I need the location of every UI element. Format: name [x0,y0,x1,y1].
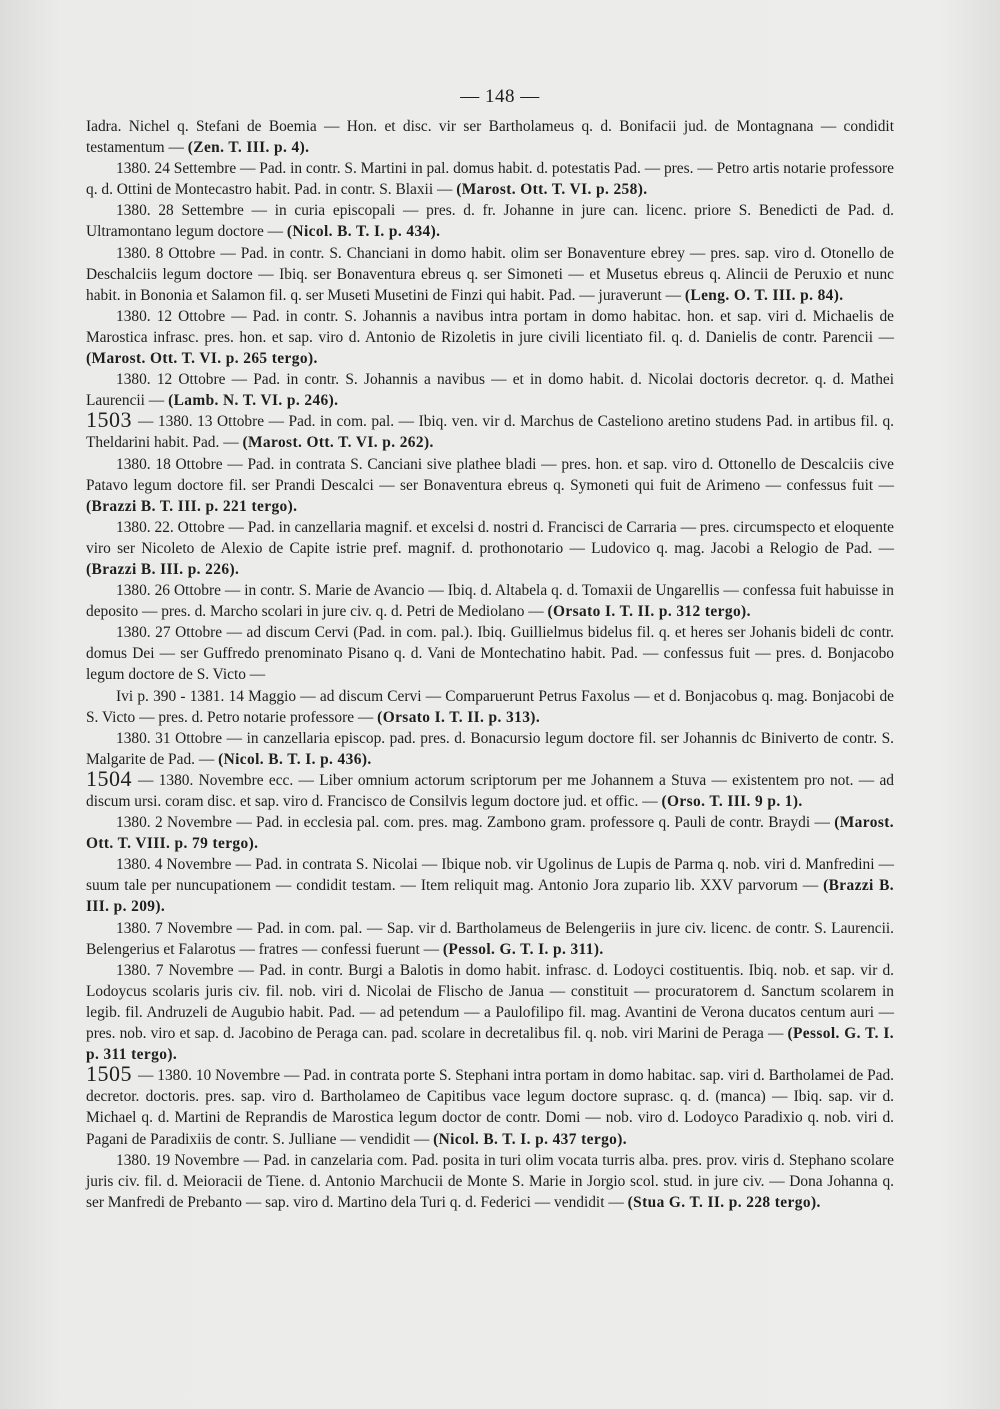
entry-text: 1380. 27 Ottobre — ad discum Cervi (Pad. in com. pal.). Ibiq. Guillielmus bidelus fil. q. et heres ser Johanis bideli dc contr. domus Dei — ser Guffredo prenominato Pisano q. d. Vani de Montechatino habit. Pad. — confessus fuit — pres. d. Bonjacobo legum doctore de S. Victo — [86,624,894,684]
document-number: 1504 [86,765,132,791]
source-reference: (Leng. O. T. III. p. 84). [684,286,844,304]
entry-text: — 1380. 10 Novembre — Pad. in contrata porte S. Stephani intra portam in domo habitac. sap. viri d. Bartholamei de Pad. decretor. doctoris. pres. sap. viro d. Bartholameo de Capitibus vace legum doctore suprasc. q. d. (manca) — Ibiq. sap. vir d. Michael q. d. Martini de Reprandis de Marostica legum doctor de contr. Domi — nob. viro d. Lodoyco Paradixio q. nob. viri d. Pagani de Paradixiis de contr. S. Julliane — vendidit — [86,1067,894,1148]
source-reference: (Marost. Ott. T. VI. p. 258). [456,181,648,199]
entry-text: 1380. 18 Ottobre — Pad. in contrata S. Canciani sive plathee bladi — pres. hon. et sap. viro d. Ottonello de Descalciis cive Patavo legum doctore fil. ser Prandi Descalci — ser Bonaventura ebreus q. Symoneti qui fuit de Arimeno — confessus fuit — [86,455,894,494]
entry-text: 1380. 12 Ottobre — Pad. in contr. S. Johannis a navibus intra portam in domo habitac. hon. et sap. viri d. Michaelis de Marostica infrasc. pres. hon. et sap. viro d. Antonio de Rizoletis in jure civili licentiato fil. q. d. Danielis de contr. Parencii — [86,307,894,346]
source-reference: (Nicol. B. T. I. p. 437 tergo). [433,1130,628,1148]
entry-paragraph [86,812,894,854]
source-reference: (Nicol. B. T. I. p. 436). [218,750,372,768]
entry-text: 1380. 28 Settembre — in curia episcopali — pres. d. fr. Johanne in jure can. licenc. priore S. Benedicti de Pad. d. Ultramontano legum doctore — [86,202,894,241]
entry-text: 1380. 12 Ottobre — Pad. in contr. S. Johannis a navibus — et in domo habit. d. Nicolai doctoris decretor. q. d. Mathei Laurencii — [86,371,894,410]
entry-paragraph [86,918,894,960]
entry-paragraph [86,765,894,812]
source-reference: (Stua G. T. II. p. 228 tergo). [627,1193,821,1211]
entry-paragraph [86,622,894,685]
entry-text: 1380. 19 Novembre — Pad. in canzelaria com. Pad. posita in turi olim vocata turris alba. pres. prov. viris d. Stephano scolare juris civ. fil. d. Meioracii de Tiene. d. Antonio Marchucii de Monte S. Marie in Jorgio scol. stud. in jure civ. — Dona Johanna q. ser Manfredi de Prebanto — sap. viro d. Martino dela Turi q. d. Federici — vendidit — [86,1151,894,1211]
source-reference: (Orsato I. T. II. p. 313). [377,708,541,726]
entry-text: 1380. 7 Novembre — Pad. in contr. Burgi a Balotis in domo habit. infrasc. d. Lodoyci costituentis. Ibiq. nob. et sap. vir d. Lodoycus scolaris juris civ. fil. nob. viri d. Nicolai de Flischo de Janua — constituit — procuratorem d. Sanctum scolarem in legib. fil. Andruzeli de Augubio habit. Pad. — ad petendum — a Paulofilipo fil. mag. Avantini de Verona ducatos centum auri — pres. nob. viro et sap. d. Jacobino de Peraga can. pad. scolare in decretalibus fil. q. nob. viri Marini de Peraga — [86,961,894,1043]
entry-paragraph [86,407,894,453]
entry-paragraph [86,960,894,1065]
entry-paragraph [86,517,894,580]
entry-paragraph [86,306,894,369]
entry-text: 1380. 8 Ottobre — Pad. in contr. S. Chanciani in domo habit. olim ser Bonaventure ebrey — pres. sap. viro d. Otonello de Deschalciis legum doctore — Ibiq. ser Bonaventura ebreus q. ser Simoneti — et Musetus ebreus q. Alincii de Peruxio et nunc habit. in Bononia et Salamon fil. q. ser Museti Musetini de Finzi qui habit. Pad. — juraverunt — [86,244,894,304]
source-reference: (Nicol. B. T. I. p. 434). [286,223,441,241]
source-reference: (Orso. T. III. 9 p. 1). [661,793,803,810]
source-reference: (Zen. T. III. p. 4). [187,139,310,157]
entry-paragraph [86,1061,894,1149]
source-reference: (Pessol. G. T. I. p. 311 tergo). [86,1025,894,1064]
entry-paragraph [86,1150,894,1213]
source-reference: (Brazzi B. III. p. 209). [86,877,894,916]
entry-paragraph [86,580,894,622]
entry-paragraph [86,200,894,242]
entry-text: 1380. 26 Ottobre — in contr. S. Marie de Avancio — Ibiq. d. Altabela q. d. Tomaxii de Ungarellis — confessa fuit habuisse in deposito — pres. d. Marcho scolari in jure civ. q. d. Petri de Mediolano — [86,582,894,621]
entry-text: Iadra. Nichel q. Stefani de Boemia — Hon. et disc. vir ser Bartholameus q. d. Bonifacii jud. de Montagnana — condidit testamentum — [86,118,894,157]
source-reference: (Marost. Ott. T. VIII. p. 79 tergo). [86,814,894,853]
document-body [86,116,894,1213]
entry-paragraph [86,116,894,158]
source-reference: (Marost. Ott. T. VI. p. 262). [242,434,434,452]
entry-text: Ivi p. 390 - 1381. 14 Maggio — ad discum Cervi — Comparuerunt Petrus Faxolus — et d. Bonjacobus q. mag. Bonjacobi de S. Victo — pres. d. Petro notarie professore — [86,687,894,726]
entry-text: 1380. 2 Novembre — Pad. in ecclesia pal. com. pres. mag. Zambono gram. professore q. Pauli de contr. Braydi — [116,814,830,832]
document-number: 1503 [86,407,132,433]
entry-text: 1380. 31 Ottobre — in canzellaria episcop. pad. pres. d. Bonacursio legum doctore fil. ser Johannis dc Biniverto de contr. S. Malgarite de Pad. — [86,729,894,768]
entry-text: 1380. 24 Settembre — Pad. in contr. S. Martini in pal. domus habit. d. potestatis Pad. — pres. — Petro artis notarie professore q. d. Ottini de Montecastro habit. Pad. in contr. S. Blaxii — [86,160,894,199]
entry-paragraph [86,454,894,517]
entry-paragraph [86,728,894,770]
source-reference: (Brazzi B. III. p. 226). [86,560,240,578]
entry-paragraph [86,854,894,917]
source-reference: (Marost. Ott. T. VI. p. 265 tergo). [86,350,318,368]
entry-text: 1380. 7 Novembre — Pad. in com. pal. — Sap. vir d. Bartholameus de Belengeriis in jure civ. licenc. de contr. S. Laurencii. Belengerius et Falarotus — fratres — confessi fuerunt — [86,919,894,958]
source-reference: (Lamb. N. T. VI. p. 246). [168,392,339,410]
source-reference: (Pessol. G. T. I. p. 311). [442,940,604,958]
entry-paragraph [86,686,894,728]
entry-text: 1380. 4 Novembre — Pad. in contrata S. Nicolai — Ibique nob. vir Ugolinus de Lupis de Parma q. nob. viri d. Manfredini — suum tale per nuncupationem — condidit testam. — Item reliquit mag. Antonio Jora zupario lib. XXV parvorum — [86,856,894,895]
entry-text: — 1380. Novembre ecc. — Liber omnium actorum scriptorum per me Johannem a Stuva — existentem pro not. — ad discum ursi. coram disc. et sap. viro d. Francisco de Consilvis legum doctore jud. et offic. — [86,771,894,810]
entry-paragraph [86,158,894,200]
source-reference: (Brazzi B. T. III. p. 221 tergo). [86,497,298,515]
entry-text: — 1380. 13 Ottobre — Pad. in com. pal. — Ibiq. ven. vir d. Marchus de Casteliono aretino studens Pad. in artibus fil. q. Theldarini habit. Pad. — [86,413,894,452]
source-reference: (Orsato I. T. II. p. 312 tergo). [547,603,751,621]
page-number: — 148 — [460,86,540,107]
document-number: 1505 [86,1061,132,1087]
entry-text: 1380. 22. Ottobre — Pad. in canzellaria magnif. et excelsi d. nostri d. Francisci de Carraria — pres. circumspecto et eloquente viro ser Nicoleto de Alexio de Capite istrie pref. magnif. d. prothonotario — Ludovico q. mag. Jacobi a Relogio de Pad. — [86,518,894,557]
entry-paragraph [86,243,894,306]
entry-paragraph [86,369,894,411]
